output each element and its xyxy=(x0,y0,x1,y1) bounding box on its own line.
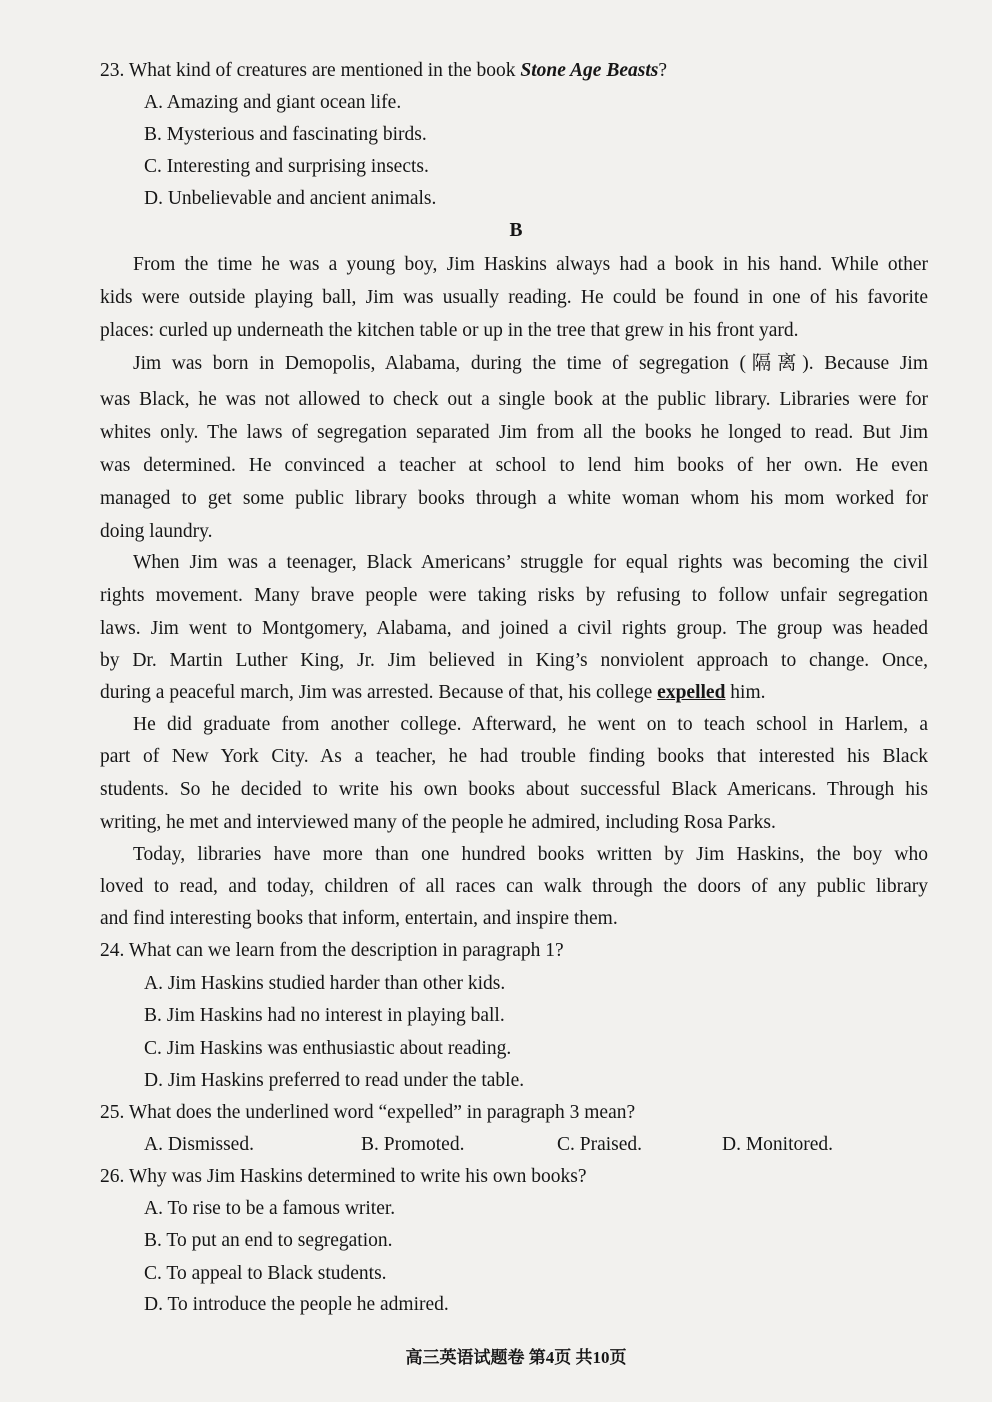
passage-p2-line-3: whites only. The laws of segregation separated Jim from all the books he longed to read. But Jim xyxy=(100,422,928,443)
question-23-option-a: A. Amazing and giant ocean life. xyxy=(144,92,402,113)
passage-p4-line-2: part of New York City. As a teacher, he had trouble finding books that interested his Black xyxy=(100,746,928,767)
page-footer: 高三英语试题卷 第4页 共10页 xyxy=(405,1348,627,1367)
passage-p3-line-4: by Dr. Martin Luther King, Jr. Jim believed in King’s nonviolent approach to change. Once, xyxy=(100,650,928,671)
question-25-option-a: A. Dismissed. xyxy=(144,1134,254,1155)
question-26-option-a: A. To rise to be a famous writer. xyxy=(144,1198,396,1219)
passage-p3-line-2: rights movement. Many brave people were taking risks by refusing to follow unfair segregation xyxy=(100,585,928,606)
question-26-option-c: C. To appeal to Black students. xyxy=(144,1263,387,1284)
passage-p3-line-1: When Jim was a teenager, Black Americans’ struggle for equal rights was becoming the civil xyxy=(133,552,928,573)
question-24-option-a: A. Jim Haskins studied harder than other kids. xyxy=(144,973,506,994)
question-23-text: 23. What kind of creatures are mentioned in the book xyxy=(100,60,521,81)
passage-p3-line-5-text: during a peaceful march, Jim was arrested. Because of that, his college xyxy=(100,682,658,703)
section-label: B xyxy=(509,220,523,241)
question-26-option-d: D. To introduce the people he admired. xyxy=(144,1294,449,1315)
question-26-option-b: B. To put an end to segregation. xyxy=(144,1230,393,1251)
passage-p2-line-6: doing laundry. xyxy=(100,521,213,542)
passage-p1-line-3: places: curled up underneath the kitchen table or up in the tree that grew in his front yard. xyxy=(100,320,799,341)
question-26-stem: 26. Why was Jim Haskins determined to write his own books? xyxy=(100,1166,587,1187)
question-25-option-d: D. Monitored. xyxy=(722,1134,834,1155)
question-24-option-c: C. Jim Haskins was enthusiastic about reading. xyxy=(144,1038,512,1059)
passage-p2-line-4: was determined. He convinced a teacher at school to lend him books of her own. He even xyxy=(100,455,928,476)
question-23-mark: ? xyxy=(658,60,668,81)
question-24-stem: 24. What can we learn from the description in paragraph 1? xyxy=(100,940,564,961)
passage-p3-line-5-end: him. xyxy=(725,682,766,703)
passage-p5-line-2: loved to read, and today, children of all races can walk through the doors of any public library xyxy=(100,876,928,897)
passage-p4-line-1: He did graduate from another college. Afterward, he went on to teach school in Harlem, a xyxy=(133,714,928,735)
question-24-option-d: D. Jim Haskins preferred to read under the table. xyxy=(144,1070,525,1091)
question-23-option-d: D. Unbelievable and ancient animals. xyxy=(144,188,437,209)
passage-p2-line-5: managed to get some public library books through a white woman whom his mom worked for xyxy=(100,488,928,509)
passage-p5-line-3: and find interesting books that inform, entertain, and inspire them. xyxy=(100,908,618,929)
passage-p1-line-2: kids were outside playing ball, Jim was usually reading. He could be found in one of his favorite xyxy=(100,287,928,308)
passage-p3-line-5 xyxy=(100,680,928,706)
question-25-stem: 25. What does the underlined word “expelled” in paragraph 3 mean? xyxy=(100,1102,636,1123)
question-25-option-c: C. Praised. xyxy=(557,1134,643,1155)
question-23-option-b: B. Mysterious and fascinating birds. xyxy=(144,124,427,145)
passage-p1-line-1: From the time he was a young boy, Jim Haskins always had a book in his hand. While other xyxy=(133,254,928,275)
question-23-stem xyxy=(100,58,667,84)
passage-p4-line-4: writing, he met and interviewed many of the people he admired, including Rosa Parks. xyxy=(100,812,776,833)
passage-p4-line-3: students. So he decided to write his own books about successful Black Americans. Through his xyxy=(100,779,928,800)
book-title: Stone Age Beasts xyxy=(520,60,659,81)
passage-p5-line-1: Today, libraries have more than one hundred books written by Jim Haskins, the boy who xyxy=(133,844,928,865)
passage-p2-line-1: Jim was born in Demopolis, Alabama, during the time of segregation (隔离). Because Jim xyxy=(133,353,928,374)
passage-p3-line-3: laws. Jim went to Montgomery, Alabama, and joined a civil rights group. The group was headed xyxy=(100,618,928,639)
passage-p2-line-2: was Black, he was not allowed to check out a single book at the public library. Libraries were for xyxy=(100,389,928,410)
underlined-word: expelled xyxy=(657,682,726,703)
question-25-option-b: B. Promoted. xyxy=(361,1134,465,1155)
question-23-option-c: C. Interesting and surprising insects. xyxy=(144,156,429,177)
question-24-option-b: B. Jim Haskins had no interest in playing ball. xyxy=(144,1005,505,1026)
